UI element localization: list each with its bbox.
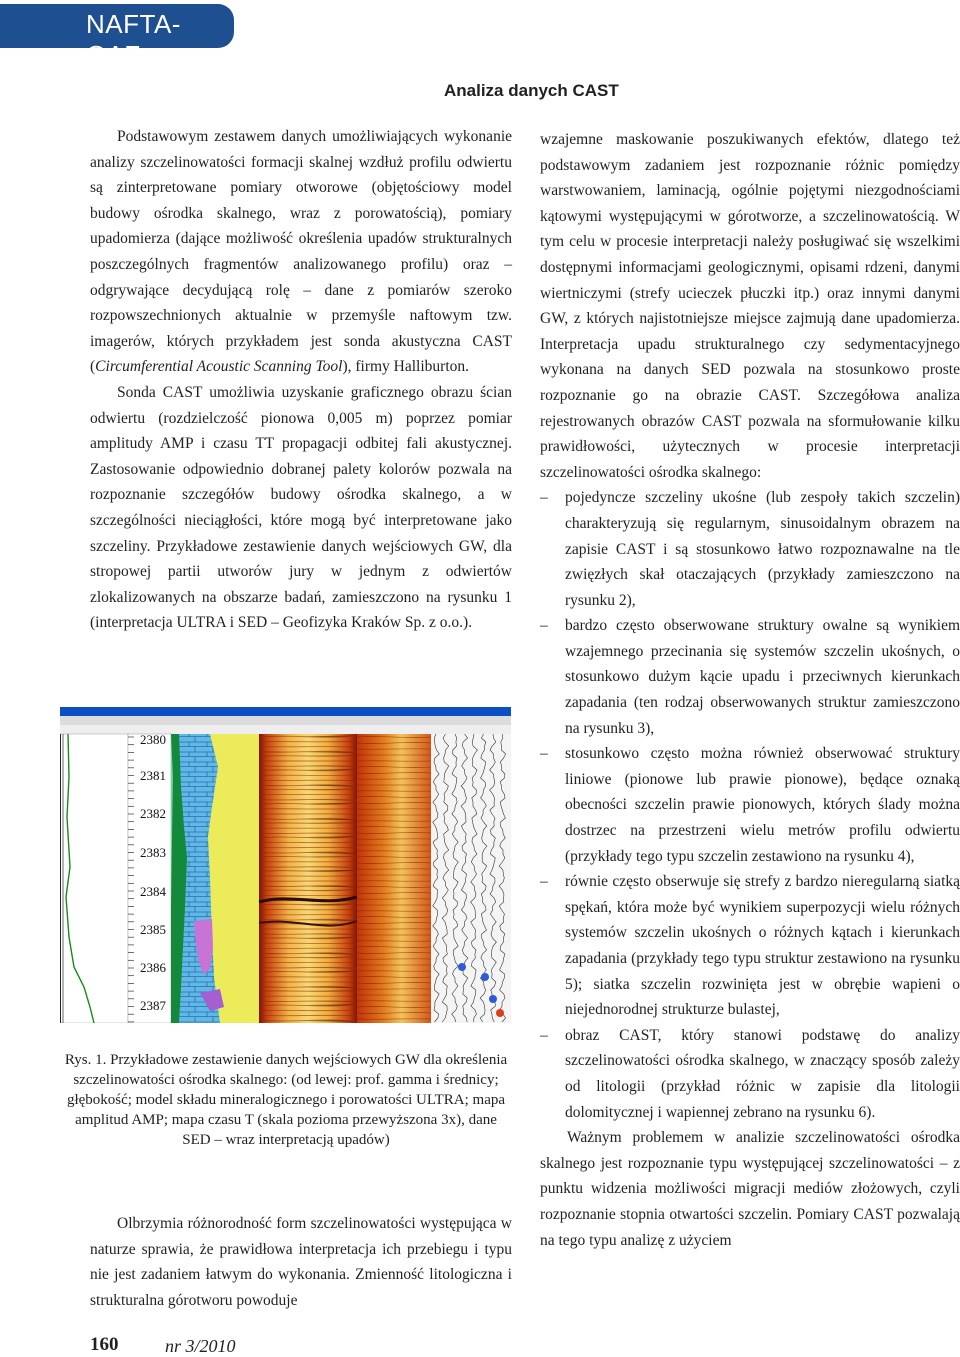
tt-map-track — [357, 734, 431, 1023]
journal-banner — [0, 4, 234, 70]
paragraph-cast-sonde: Sonda CAST umożliwia uzyskanie graficznego obrazu ścian odwiertu (rozdzielczość pionowa 0,005 m) poprzez pomiar amplitudy AMP i czasu TT propagacji odbitej fali akustycznej. Zastosowanie odpowiednio dobranej palety kolorów pozwala na rozpoznanie szczegółów budowy ośrodka skalnego, a w szczególności nieciągłości, które mogą być interpretowane jako szczeliny. Przykładowe zestawienie danych wejściowych GW, dla stropowej partii utworów jury w jednym z odwiertów zlokalizowanych na obszarze badań, zamieszczono na rysunku 1 (interpretacja ULTRA i SED – Geofizyka Kraków Sp. z o.o.). — [90, 383, 512, 632]
list-item: – równie często obserwuje się strefy z bardzo nieregularną siatką spękań, która może być wynikiem superpozycji wielu różnych systemów szczelin ukośnych o różnych kątach i kierunkach zapadania (przykłady tego typu struktur zestawiono na rysunku 5); siatka szczelin rozwinięta jest w obrębie wapieni o niejednorodnej strukturze bulastej, — [540, 869, 960, 1023]
depth-label: 2383 — [140, 845, 166, 860]
paragraph-masking: wzajemne maskowanie poszukiwanych efektów, dlatego też podstawowym zadaniem jest rozpoznanie różnic pomiędzy warstwowaniem, laminacją, ogólnie pojętymi niezgodnościami kątowymi występującymi w górotworze, a szczelinowatością. W tym celu w procesie interpretacji należy posługiwać się wszelkimi dostępnymi informacjami geologicznymi, opisami rdzeni, danymi wiertniczymi (strefy ucieczek płuczki itp.) oraz innymi danymi GW, z których najistotniejsze miejsce zajmują dane upadomierza. Interpretacja upadu strukturalnego czy sedymentacyjnego wykonana na danych SED pozwala na stosunkowo proste rozpoznanie go na obrazie CAST. Szczegółowa analiza rejestrowanych obrazów CAST pozwala na sformułowanie kilku prawidłowości, użytecznych w procesie interpretacji szczelinowatości ośrodka skalnego: — [540, 131, 960, 481]
issue-number: nr 3/2010 — [165, 1336, 236, 1356]
window-menubar — [60, 716, 511, 725]
list-dash: – — [540, 617, 548, 635]
depth-label: 2387 — [140, 998, 166, 1013]
log-panel-graphic — [60, 707, 511, 1023]
right-column — [540, 127, 960, 1253]
page-number: 160 — [90, 1334, 119, 1355]
left-column-continued — [90, 1211, 512, 1313]
window-toolbar — [60, 725, 511, 734]
left-column — [90, 124, 512, 636]
regularities-list — [540, 485, 960, 1125]
list-item: – stosunkowo często można również obserwować struktury liniowe (pionowe lub prawie pionowe), będące oznaką obecności szczelin prawie pionowych, których ślady można dostrzec na przestrzeni wielu metrów profilu odwiertu (przykłady tego typu szczelin zestawiono na rysunku 4), — [540, 741, 960, 869]
depth-label: 2385 — [140, 922, 166, 937]
depth-label: 2384 — [140, 884, 166, 899]
list-dash: – — [540, 489, 548, 507]
paragraph-intro: Podstawowym zestawem danych umożliwiających wykonanie analizy szczelinowatości formacji skalnej wzdłuż profilu odwiertu są zinterpretowane pomiary otworowe (objętościowy model budowy ośrodka skalnego, wraz z porowatością), pomiary upadomierza (dające możliwość określenia upadów strukturalnych poszczególnych fragmentów analizowanego profilu) oraz – odgrywające decydującą rolę – dane z pomiarów szeroko rozpowszechnionych aktualnie w przemyśle naftowym tzw. imagerów, których przykładem jest sonda akustyczna CAST (Circumferential Acoustic Scanning Tool), firmy Halliburton. — [90, 128, 512, 376]
depth-label: 2380 — [140, 732, 166, 747]
figure-caption: Rys. 1. Przykładowe zestawienie danych wejściowych GW dla określenia szczelinowatości ośrodka skalnego: (od lewej: prof. gamma i średnicy; głębokość; model składu mineralogicznego i porowatości ULTRA; mapa amplitud AMP; mapa czasu T (skala pozioma przewyższona 3x), dane SED – wraz interpretacją upadów) — [64, 1052, 508, 1148]
gamma-track — [60, 734, 128, 1023]
depth-label: 2381 — [140, 768, 166, 783]
amp-map-track — [259, 734, 357, 1023]
list-dash: – — [540, 745, 548, 763]
list-item: – obraz CAST, który stanowi podstawę do analizy szczelinowatości ośrodka skalnego, w znaczący sposób zależy od litologii (przykład różnic w zapisie dla litologii dolomitycznej i wapiennej zebrano na rysunku 6). — [540, 1023, 960, 1125]
list-dash: – — [540, 1026, 548, 1044]
depth-label: 2386 — [140, 960, 166, 975]
figure-1-log-panel — [60, 707, 511, 1023]
list-item: – pojedyncze szczeliny ukośne (lub zespoły takich szczelin) charakteryzują się regularnym, sinusoidalnym obrazem na zapisie CAST i są stosunkowo łatwo rozpoznawalne na tle zwięzłych skał otaczających (przykłady zamieszczono na rysunku 2), — [540, 485, 960, 613]
depth-label: 2382 — [140, 806, 166, 821]
tool-name-term: Circumferential Acoustic Scanning Tool — [95, 358, 343, 376]
section-title: Analiza danych CAST — [444, 81, 619, 100]
journal-name: NAFTA-GAZ — [86, 9, 181, 70]
paragraph-diversity: Olbrzymia różnorodność form szczelinowatości występująca w naturze sprawia, że prawidłowa interpretacja ich przebiegu i typu nie jest zadaniem łatwym do wykonania. Zmienność litologiczna i strukturalna górotworu powoduje — [90, 1215, 512, 1309]
paragraph-openness: Ważnym problemem w analizie szczelinowatości ośrodka skalnego jest rozpoznanie typu występującej szczelinowatości – z punktu widzenia możliwości migracji mediów złożowych, czyli rozpoznanie stopnia otwartości szczelin. Pomiary CAST pozwalają na tego typu analizę z użyciem — [540, 1129, 960, 1249]
list-dash: – — [540, 873, 548, 891]
list-item: – bardzo często obserwowane struktury owalne są wynikiem wzajemnego przecinania się systemów szczelin ukośnych, o stosunkowo dużym kącie upadu i przeciwnych kierunkach zapadania (ten rodzaj obserwowanych struktur zamieszczono na rysunku 3), — [540, 613, 960, 741]
window-titlebar — [60, 707, 511, 716]
